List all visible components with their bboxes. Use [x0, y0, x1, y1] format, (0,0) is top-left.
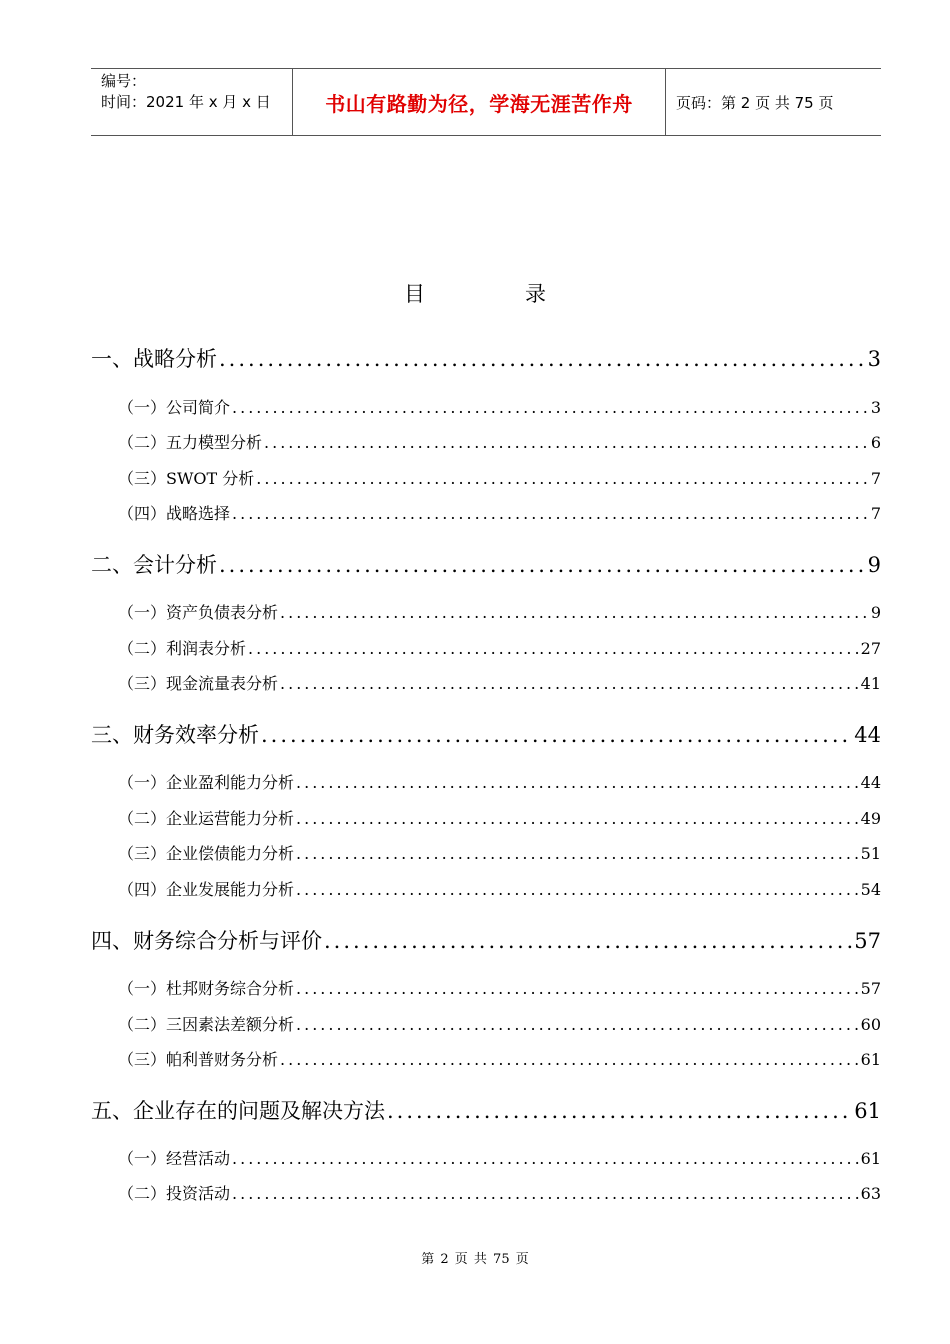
- toc-entry-page: 3: [870, 398, 881, 417]
- toc-entry-title: 二、会计分析: [91, 553, 217, 577]
- toc-section-entry[interactable]: [91, 770, 881, 793]
- toc-dot-leader: [296, 844, 859, 863]
- toc-chapter-entry[interactable]: [91, 719, 881, 749]
- toc-entry-title: 三、财务效率分析: [91, 723, 259, 747]
- toc-dot-leader: [264, 433, 869, 452]
- toc-entry-page: 9: [867, 553, 881, 577]
- toc-dot-leader: [296, 979, 859, 998]
- toc-entry-title: （四）战略选择: [118, 504, 231, 523]
- toc-dot-leader: [248, 639, 859, 658]
- toc-dot-leader: [296, 880, 859, 899]
- toc-section-entry[interactable]: [91, 1181, 881, 1204]
- toc-section-entry[interactable]: [91, 671, 881, 694]
- toc-dot-leader: [280, 674, 859, 693]
- toc-title-right: 录: [525, 282, 546, 306]
- toc-dot-leader: [280, 1050, 859, 1069]
- toc-section-entry[interactable]: [91, 1012, 881, 1035]
- toc-entry-title: 五、企业存在的问题及解决方法: [91, 1099, 385, 1123]
- toc-entry-page: 54: [860, 880, 881, 899]
- toc-entry-title: （二）利润表分析: [118, 639, 247, 658]
- toc-section-entry[interactable]: [91, 395, 881, 418]
- header-motto-cell: [293, 69, 666, 135]
- toc-entry-title: （三）SWOT 分析: [118, 469, 255, 488]
- toc-dot-leader: [232, 504, 869, 523]
- toc-entry-title: （四）企业发展能力分析: [118, 880, 295, 899]
- toc-dot-leader: [256, 469, 869, 488]
- toc-dot-leader: [296, 1015, 859, 1034]
- toc-chapter-entry[interactable]: [91, 925, 881, 955]
- header-motto: 书山有路勤为径，学海无涯苦作舟: [325, 91, 633, 116]
- toc-section-entry[interactable]: [91, 806, 881, 829]
- toc-entry-title: （二）投资活动: [118, 1184, 231, 1203]
- toc-section-entry[interactable]: [91, 1146, 881, 1169]
- toc-dot-leader: [219, 553, 866, 577]
- toc-section-entry[interactable]: [91, 636, 881, 659]
- toc-entry-page: 6: [870, 433, 881, 452]
- toc-entry-page: 51: [860, 844, 881, 863]
- toc-entry-page: 60: [860, 1015, 881, 1034]
- toc-entry-page: 7: [870, 469, 881, 488]
- toc-entry-title: （三）企业偿债能力分析: [118, 844, 295, 863]
- toc-chapter-entry[interactable]: [91, 549, 881, 579]
- toc-entry-page: 9: [870, 603, 881, 622]
- toc-title: [0, 278, 950, 308]
- toc-dot-leader: [232, 1184, 859, 1203]
- toc-section-entry[interactable]: [91, 430, 881, 453]
- toc-entry-page: 61: [860, 1050, 881, 1069]
- time-label: 时间：2021 年 x 月 x 日: [101, 93, 271, 111]
- toc-entry-page: 27: [860, 639, 881, 658]
- serial-label: 编号：: [101, 72, 147, 90]
- toc-section-entry[interactable]: [91, 1047, 881, 1070]
- toc-section-entry[interactable]: [91, 841, 881, 864]
- toc-entry-title: （一）企业盈利能力分析: [118, 773, 295, 792]
- toc-dot-leader: [296, 773, 859, 792]
- toc-dot-leader: [232, 1149, 859, 1168]
- toc-section-entry[interactable]: [91, 976, 881, 999]
- toc-entry-page: 61: [860, 1149, 881, 1168]
- toc-entry-title: （二）五力模型分析: [118, 433, 263, 452]
- toc-dot-leader: [232, 398, 869, 417]
- toc-entry-page: 41: [860, 674, 881, 693]
- toc-section-entry[interactable]: [91, 466, 881, 489]
- toc-section-entry[interactable]: [91, 600, 881, 623]
- toc-dot-leader: [324, 929, 852, 953]
- toc-dot-leader: [219, 347, 866, 371]
- toc-entry-page: 57: [860, 979, 881, 998]
- toc-entry-page: 61: [854, 1099, 881, 1123]
- toc-entry-title: （一）经营活动: [118, 1149, 231, 1168]
- toc-entry-page: 7: [870, 504, 881, 523]
- toc-entry-page: 49: [860, 809, 881, 828]
- toc-entry-title: （三）现金流量表分析: [118, 674, 279, 693]
- toc-entry-page: 63: [860, 1184, 881, 1203]
- header-page-cell: [666, 69, 881, 135]
- header-page-label: 页码：第 2 页 共 75 页: [676, 93, 834, 112]
- toc-entry-page: 44: [854, 723, 881, 747]
- header-meta: [91, 69, 293, 135]
- toc-entry-page: 44: [860, 773, 881, 792]
- toc-entry-page: 3: [867, 347, 881, 371]
- toc-entry-title: （一）杜邦财务综合分析: [118, 979, 295, 998]
- toc-entry-page: 57: [854, 929, 881, 953]
- page-footer: [0, 1248, 950, 1267]
- toc-section-entry[interactable]: [91, 501, 881, 524]
- toc-dot-leader: [261, 723, 852, 747]
- footer-page-number: 第 2 页 共 75 页: [421, 1252, 529, 1267]
- toc-entry-title: （一）公司简介: [118, 398, 231, 417]
- toc-dot-leader: [387, 1099, 852, 1123]
- toc-dot-leader: [280, 603, 869, 622]
- toc-title-left: 目: [404, 282, 425, 306]
- toc-entry-title: （二）企业运营能力分析: [118, 809, 295, 828]
- toc-chapter-entry[interactable]: [91, 343, 881, 373]
- toc-entry-title: （二）三因素法差额分析: [118, 1015, 295, 1034]
- toc-dot-leader: [296, 809, 859, 828]
- toc-section-entry[interactable]: [91, 877, 881, 900]
- page-header: [91, 68, 881, 136]
- toc-entry-title: 一、战略分析: [91, 347, 217, 371]
- toc-entry-title: 四、财务综合分析与评价: [91, 929, 322, 953]
- toc-entry-title: （一）资产负债表分析: [118, 603, 279, 622]
- toc-chapter-entry[interactable]: [91, 1095, 881, 1125]
- toc-entry-title: （三）帕利普财务分析: [118, 1050, 279, 1069]
